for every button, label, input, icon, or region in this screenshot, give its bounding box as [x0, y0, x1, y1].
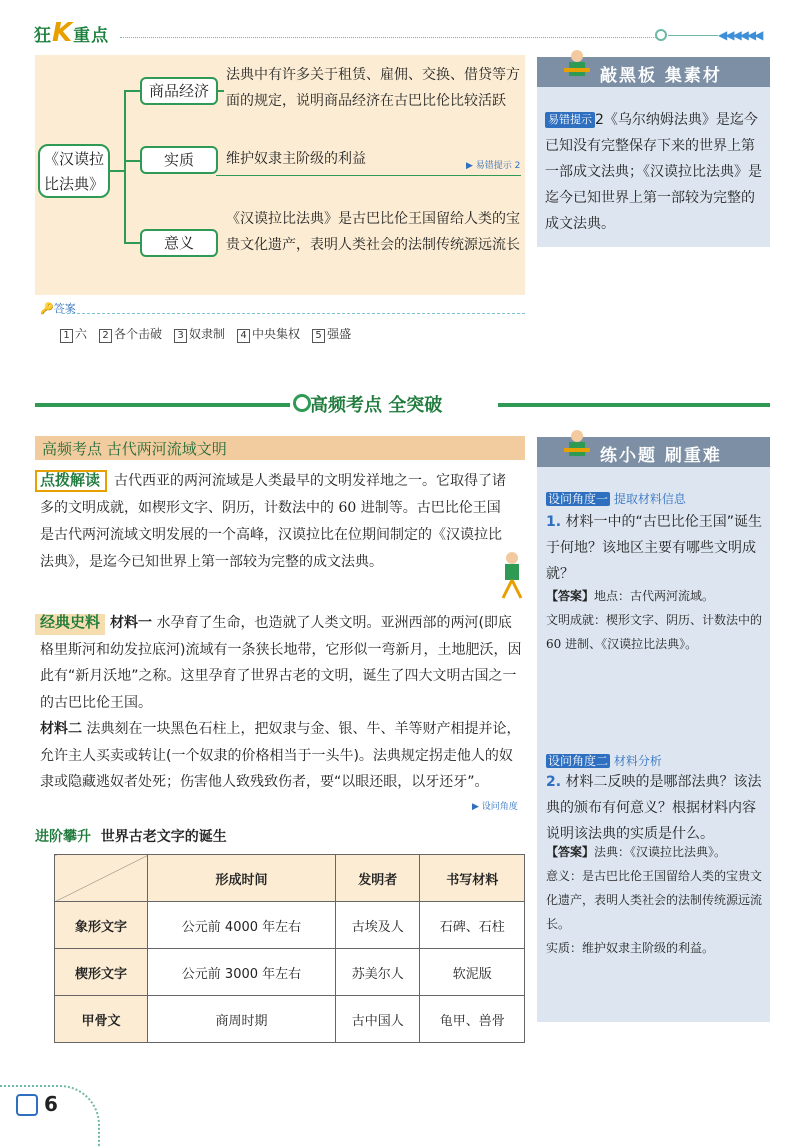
table-header: 形成时间	[148, 855, 336, 902]
answer-item: 5 强盛	[312, 325, 351, 343]
question-angle-2: 设问角度二 材料分析	[548, 754, 662, 768]
writing-systems-table	[54, 854, 525, 1043]
table-row: 楔形文字 公元前 3000 年左右 苏美尔人 软泥版	[55, 949, 525, 996]
mindmap-leaf-line	[216, 90, 224, 92]
keypoint-body: 点拨解读 古代西亚的两河流域是人类最早的文明发祥地之一。它取得了诸多的文明成就，如楔形文字、阴历，计数法中的 60 进制等。古巴比伦王国是古代两河流域文明发展的一个高峰，汉谟拉比在位期间制定的《汉谟拉比法典》，是迄今已知世界上第一部较为完整的成文法典。	[40, 467, 510, 576]
question-angle-1: 设问角度一 提取材料信息	[548, 492, 686, 506]
answer-key-label: 🔑答案	[40, 302, 76, 315]
mindmap-branch	[124, 90, 140, 92]
answer-list	[60, 325, 351, 343]
brand-logo: 狂K重点	[34, 18, 110, 48]
header-rule-2	[668, 35, 718, 36]
reading-figure-icon	[497, 550, 527, 600]
mistake-tip-link[interactable]: ▶ 易错提示 2	[466, 161, 521, 171]
section-rule-left	[35, 403, 290, 407]
mindmap-branch	[124, 160, 140, 162]
question-1: 1. 材料一中的“古巴比伦王国”诞生于何地？该地区主要有哪些文明成就？	[546, 514, 763, 582]
mindmap-branch	[124, 242, 140, 244]
mindmap-text-significance: 《汉谟拉比法典》是古巴比伦王国留给人类的宝贵文化遗产，表明人类社会的法制传统源远流长	[226, 211, 520, 253]
answer-2: 【答案】法典：《汉谟拉比法典》。 意义：是古巴比伦王国留给人类的宝贵文化遗产，表明人类社会的法制传统源远流长。 实质：维护奴隶主阶级的利益。	[546, 845, 763, 955]
mindmap-node-essence: 实质	[140, 146, 218, 174]
mindmap-text-economy: 法典中有许多关于租赁、雇佣、交换、借贷等方面的规定，说明商品经济在古巴比伦比较活跃	[226, 67, 520, 109]
mindmap-root: 《汉谟拉 比法典》	[38, 144, 110, 198]
mindmap-node-economy: 商品经济	[140, 77, 218, 105]
mindmap-node-significance: 意义	[140, 229, 218, 257]
mindmap-leaf-underline	[216, 175, 521, 176]
answer-item: 2 各个击破	[99, 325, 162, 343]
answer-1: 【答案】地点：古代两河流域。 文明成就：楔形文字、阴历、计数法中的 60 进制、《汉谟拉比法典》。	[546, 589, 763, 651]
table-corner	[55, 855, 148, 902]
advance-heading: 进阶攀升 世界古老文字的诞生	[35, 829, 227, 845]
classic-label: 经典史料	[40, 613, 101, 631]
classic-body: 经典史料 材料一 水孕育了生命，也造就了人类文明。亚洲西部的两河(即底格里斯河和幼发拉底河)流域有一条狭长地带，它形似一弯新月，土地肥沃，因此有“新月沃地”之称。这里孕育了世界古老的文明，诞生了四大文明古国之一的古巴比伦王国。 材料二 法典刻在一块黑色石柱上，把奴隶与金、银、牛、羊等财产相提并论，允许主人买卖或转让(一个奴隶的价格相当于一头牛)。法典规定拐走他人的奴隶或隐藏逃奴者处死；伤害他人致残致伤者，要“以眼还眼，以牙还牙”。	[40, 609, 525, 796]
mindmap-trunk	[124, 90, 126, 242]
advance-label: 进阶攀升	[35, 829, 91, 845]
blackboard-note: 易错提示 2《乌尔纳姆法典》是迄今已知没有完整保存下来的世界上第一部成文法典；《汉谟拉比法典》是迄今已知世界上第一部较为完整的成文法典。	[545, 112, 762, 232]
keypoint-label: 点拨解读	[40, 471, 101, 489]
book-icon	[16, 1094, 38, 1116]
question-angle-link[interactable]: ▶ 设问角度	[472, 802, 518, 812]
question-2: 2. 材料二反映的是哪部法典？该法典的颁布有何意义？根据材料内容说明该法典的实质是什么。	[546, 774, 762, 842]
student-icon	[562, 428, 592, 464]
answer-item: 1 六	[60, 325, 87, 343]
keypoint-title: 高频考点 古代两河流域文明	[42, 440, 227, 458]
mindmap-text-essence: 维护奴隶主阶级的利益	[226, 151, 366, 167]
table-header: 发明者	[335, 855, 420, 902]
page-number: 6	[44, 1092, 58, 1116]
target-icon	[293, 394, 311, 412]
table-row: 甲骨文 商周时期 古中国人 龟甲、兽骨	[55, 996, 525, 1043]
answer-item: 3 奴隶制	[174, 325, 225, 343]
mistake-tip-tag: 易错提示	[545, 112, 595, 128]
blackboard-banner-title: 敲黑板 集素材	[600, 66, 722, 86]
practice-banner-title: 练小题 刷重难	[600, 446, 722, 466]
answer-divider	[62, 313, 525, 314]
header-rule	[120, 37, 660, 38]
table-row: 象形文字 公元前 4000 年左右 古埃及人 石碑、石柱	[55, 902, 525, 949]
header-arrows-icon: ◀◀◀◀◀◀	[718, 28, 762, 42]
section-rule-right	[498, 403, 770, 407]
answer-item: 4 中央集权	[237, 325, 300, 343]
section-title: 高频考点 全突破	[310, 395, 443, 416]
header-dot	[655, 29, 667, 41]
table-header: 书写材料	[420, 855, 525, 902]
mindmap-connector	[110, 170, 124, 172]
student-icon	[562, 48, 592, 84]
